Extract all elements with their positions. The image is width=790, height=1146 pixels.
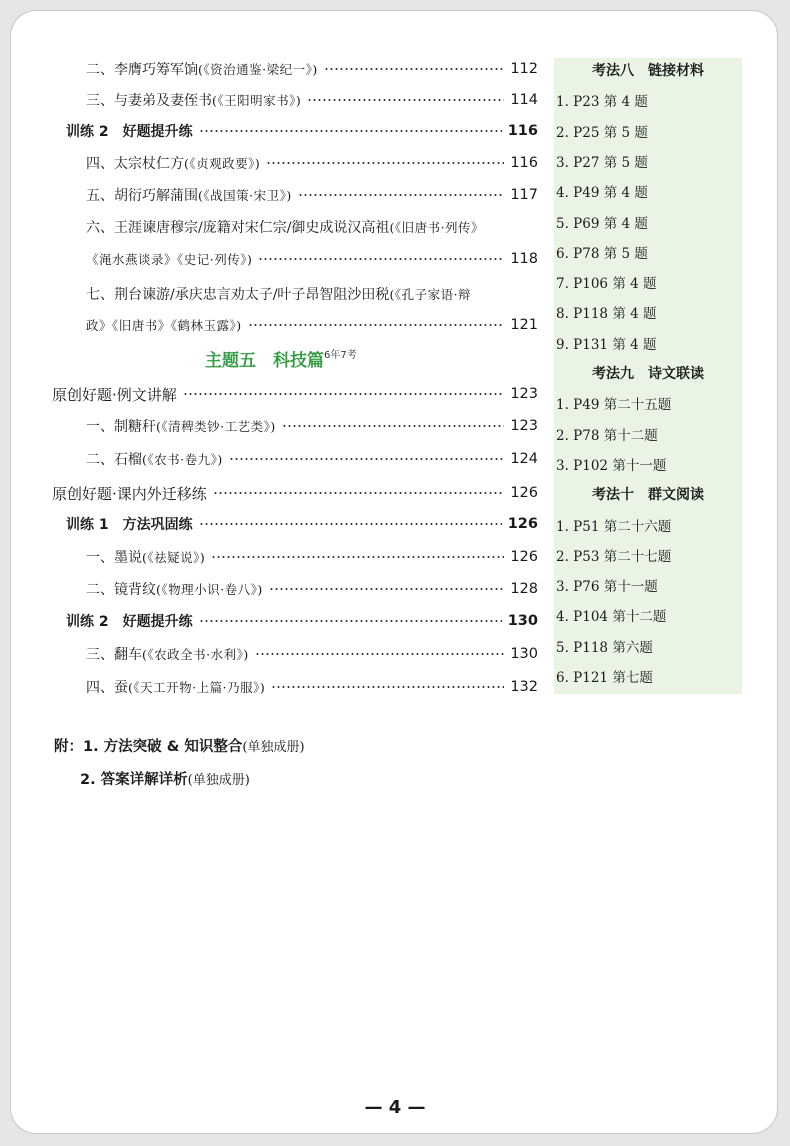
sidebar-heading: 考法十 群文阅读 (592, 487, 704, 504)
sidebar-entry[interactable]: 5. P118 第六题 (556, 639, 653, 656)
appendix-lead: 附： (54, 739, 83, 755)
dot-leader (199, 523, 502, 525)
sidebar-entry[interactable]: 2. P78 第十二题 (556, 427, 658, 444)
sidebar-entry[interactable]: 1. P49 第二十五题 (556, 397, 672, 414)
sidebar-heading: 考法九 诗文联读 (592, 366, 704, 382)
toc-entry[interactable]: 一、墨说 (《祛疑说》) 126 (86, 549, 538, 566)
toc-entry[interactable]: 三、与妻弟及妻侄书 (《王阳明家书》) 114 (86, 92, 538, 109)
sidebar-entry[interactable]: 6. P121 第七题 (556, 670, 653, 686)
toc-section[interactable]: 训练 2 好题提升练 116 (66, 123, 538, 140)
dot-leader (266, 162, 504, 164)
toc-section[interactable]: 训练 2 好题提升练 130 (66, 613, 538, 630)
sidebar-entry[interactable]: 3. P27 第 5 题 (556, 154, 648, 171)
exam-method-sidebar (554, 58, 742, 694)
sidebar-entry[interactable]: 9. P131 第 4 题 (556, 336, 657, 353)
dot-leader (324, 68, 505, 70)
dot-leader (282, 425, 505, 427)
appendix-item: 2. 答案详解详析(单独成册) (80, 772, 250, 788)
dot-leader (298, 194, 505, 196)
sidebar-entry[interactable]: 2. P25 第 5 题 (556, 124, 648, 141)
dot-leader (199, 130, 502, 132)
toc-entry[interactable]: 二、镜背纹 (《物理小识·卷八》) 128 (86, 581, 538, 598)
sidebar-entry[interactable]: 5. P69 第 4 题 (556, 215, 648, 232)
sidebar-entry[interactable]: 4. P104 第十二题 (556, 609, 667, 626)
theme-heading: 主题五 科技篇$^{6年7考}$ (205, 350, 357, 371)
toc-part[interactable]: 原创好题·课内外迁移练 126 (52, 484, 538, 503)
dot-leader (199, 620, 502, 622)
sidebar-entry[interactable]: 3. P102 第十一题 (556, 457, 667, 474)
dot-leader (229, 458, 505, 460)
sidebar-entry[interactable]: 2. P53 第二十七题 (556, 548, 672, 565)
dot-leader (183, 393, 505, 395)
dot-leader (213, 492, 505, 494)
dot-leader (248, 324, 505, 326)
toc-entry[interactable]: 二、李膺巧筹军饷 (《资治通鉴·梁纪一》) 112 (86, 61, 538, 78)
dot-leader (307, 99, 504, 101)
sidebar-entry[interactable]: 4. P49 第 4 题 (556, 185, 648, 202)
toc-entry[interactable]: 五、胡衍巧解蒲围 (《战国策·宋卫》) 117 (86, 187, 538, 204)
sidebar-heading: 考法八 链接材料 (592, 63, 704, 79)
exam-count-note: 6年7考 (324, 350, 357, 361)
sidebar-entry[interactable]: 1. P51 第二十六题 (556, 518, 672, 535)
sidebar-entry[interactable]: 3. P76 第十一题 (556, 579, 658, 596)
sidebar-entry[interactable]: 8. P118 第 4 题 (556, 306, 657, 323)
sidebar-entry[interactable]: 1. P23 第 4 题 (556, 94, 648, 111)
toc-entry-continued[interactable]: 政》《旧唐书》《鹤林玉露》) 121 (86, 317, 538, 333)
toc-entry[interactable]: 七、荆台谏游/承庆忠言劝太子/叶子昂智阻沙田税 (《孔子家语·辩 (86, 287, 472, 303)
dot-leader (271, 686, 504, 688)
dot-leader (258, 258, 504, 260)
toc-entry-continued[interactable]: 《渑水燕谈录》《史记·列传》) 118 (86, 251, 538, 267)
page-number: — 4 — (364, 1097, 426, 1118)
appendix-item: 附：1. 方法突破 & 知识整合(单独成册) (54, 739, 305, 755)
toc-entry[interactable]: 三、翻车 (《农政全书·水利》) 130 (86, 646, 538, 663)
toc-entry[interactable]: 四、蚕 (《天工开物·上篇·乃服》) 132 (86, 679, 538, 696)
dot-leader (255, 653, 505, 655)
toc-entry[interactable]: 四、太宗杖仁方 (《贞观政要》) 116 (86, 155, 538, 172)
toc-part[interactable]: 原创好题·例文讲解 123 (52, 385, 538, 404)
toc-entry[interactable]: 一、制糖秆 (《清稗类钞·工艺类》) 123 (86, 418, 538, 435)
toc-entry[interactable]: 二、石榴 (《农书·卷九》) 124 (86, 451, 538, 468)
toc-entry[interactable]: 六、王涯谏唐穆宗/庞籍对宋仁宗/御史成说汉高祖 (《旧唐书·列传》 (86, 220, 485, 236)
dot-leader (211, 556, 504, 558)
dot-leader (269, 588, 505, 590)
sidebar-entry[interactable]: 6. P78 第 5 题 (556, 245, 648, 262)
toc-section[interactable]: 训练 1 方法巩固练 126 (66, 516, 538, 533)
sidebar-entry[interactable]: 7. P106 第 4 题 (556, 276, 657, 293)
